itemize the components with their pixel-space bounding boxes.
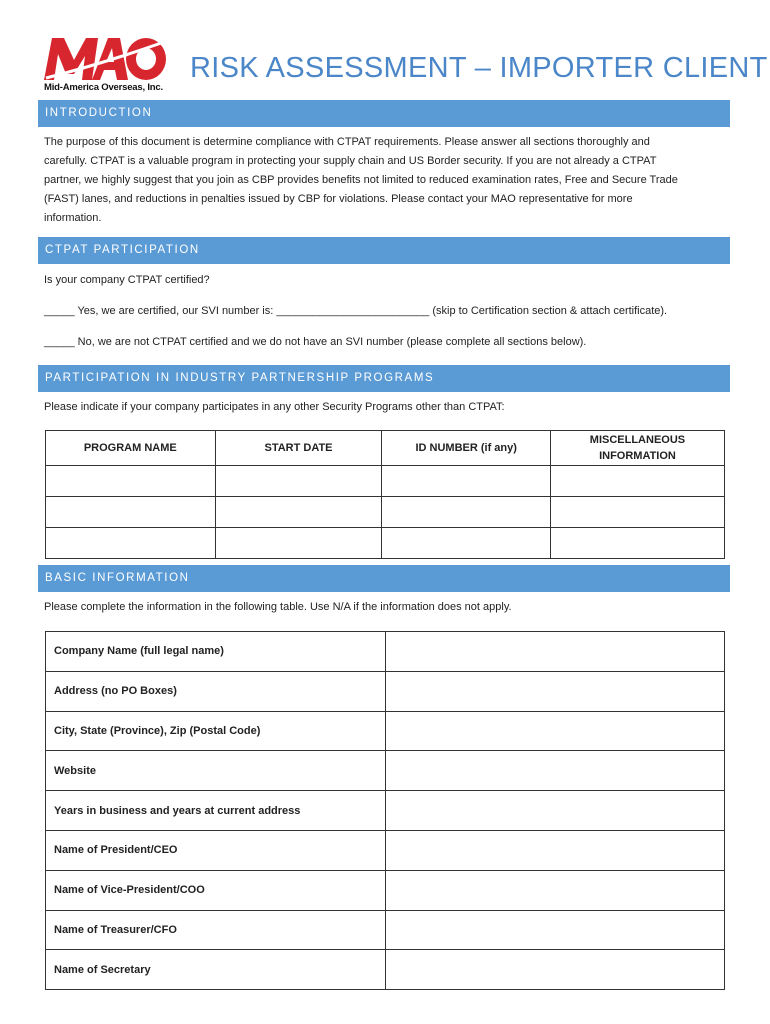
mao-logo-mark (42, 34, 168, 82)
column-header-id-number: ID NUMBER (if any) (382, 431, 550, 466)
table-row (46, 632, 725, 672)
field-label-website: Website (46, 751, 386, 791)
section-header-ctpat: CTPAT PARTICIPATION (38, 237, 730, 264)
section-header-introduction: INTRODUCTION (38, 100, 730, 127)
field-value-vp-coo[interactable] (386, 870, 725, 910)
program-name-cell[interactable] (46, 528, 216, 559)
start-date-cell[interactable] (215, 528, 382, 559)
table-row (46, 950, 725, 990)
field-value-company-name[interactable] (386, 632, 725, 672)
misc-info-cell[interactable] (550, 466, 724, 497)
id-number-cell[interactable] (382, 528, 550, 559)
program-name-cell[interactable] (46, 497, 216, 528)
table-row (46, 830, 725, 870)
field-label-vp-coo: Name of Vice-President/COO (46, 870, 386, 910)
introduction-line: partner, we highly suggest that you join as CBP provides benefits not limited to reduced examination rates, Free and Secure Trade (44, 174, 678, 186)
start-date-cell[interactable] (215, 466, 382, 497)
table-row (46, 528, 725, 559)
partnership-prompt: Please indicate if your company participates in any other Security Programs other than CTPAT: (44, 401, 505, 413)
introduction-text (44, 133, 728, 228)
ctpat-question: Is your company CTPAT certified? (44, 274, 210, 286)
misc-info-cell[interactable] (550, 497, 724, 528)
column-header-start-date: START DATE (215, 431, 382, 466)
field-label-company-name: Company Name (full legal name) (46, 632, 386, 672)
company-logo (42, 34, 168, 96)
table-row (46, 791, 725, 831)
introduction-line: (FAST) lanes, and reductions in penalties issued by CBP for violations. Please contact your MAO representative for more (44, 193, 633, 205)
field-value-website[interactable] (386, 751, 725, 791)
column-header-program-name: PROGRAM NAME (46, 431, 216, 466)
field-label-address: Address (no PO Boxes) (46, 671, 386, 711)
table-header-row (46, 431, 725, 466)
misc-info-cell[interactable] (550, 528, 724, 559)
section-header-basic-info: BASIC INFORMATION (38, 565, 730, 592)
field-value-address[interactable] (386, 671, 725, 711)
partnership-programs-table (45, 430, 725, 559)
start-date-cell[interactable] (215, 497, 382, 528)
field-label-secretary: Name of Secretary (46, 950, 386, 990)
field-label-president-ceo: Name of President/CEO (46, 830, 386, 870)
basic-info-table (45, 631, 725, 990)
table-row (46, 497, 725, 528)
field-value-city-state-zip[interactable] (386, 711, 725, 751)
ctpat-option-yes[interactable]: _____ Yes, we are certified, our SVI number is: _________________________ (skip to Certification section & attach certificate). (44, 305, 668, 317)
field-value-secretary[interactable] (386, 950, 725, 990)
column-header-misc-info: MISCELLANEOUS INFORMATION (550, 431, 724, 466)
field-label-years-in-business: Years in business and years at current address (46, 791, 386, 831)
table-row (46, 466, 725, 497)
id-number-cell[interactable] (382, 497, 550, 528)
table-row (46, 870, 725, 910)
section-header-partnership: PARTICIPATION IN INDUSTRY PARTNERSHIP PROGRAMS (38, 365, 730, 392)
basic-info-prompt: Please complete the information in the following table. Use N/A if the information does not apply. (44, 601, 512, 613)
ctpat-option-no[interactable]: _____ No, we are not CTPAT certified and we do not have an SVI number (please complete all sections below). (44, 336, 587, 348)
logo-subtitle: Mid-America Overseas, Inc. (44, 82, 163, 93)
introduction-line: carefully. CTPAT is a valuable program in protecting your supply chain and US Border security. If you are not already a CTPAT (44, 155, 657, 167)
page-title: RISK ASSESSMENT – IMPORTER CLIENT (190, 52, 768, 84)
field-value-president-ceo[interactable] (386, 830, 725, 870)
field-label-city-state-zip: City, State (Province), Zip (Postal Code) (46, 711, 386, 751)
field-value-years-in-business[interactable] (386, 791, 725, 831)
id-number-cell[interactable] (382, 466, 550, 497)
table-row (46, 711, 725, 751)
field-value-treasurer-cfo[interactable] (386, 910, 725, 950)
program-name-cell[interactable] (46, 466, 216, 497)
table-row (46, 751, 725, 791)
introduction-line: The purpose of this document is determine compliance with CTPAT requirements. Please answer all sections thoroughly and (44, 136, 650, 148)
introduction-line: information. (44, 212, 102, 224)
table-row (46, 671, 725, 711)
table-row (46, 910, 725, 950)
field-label-treasurer-cfo: Name of Treasurer/CFO (46, 910, 386, 950)
